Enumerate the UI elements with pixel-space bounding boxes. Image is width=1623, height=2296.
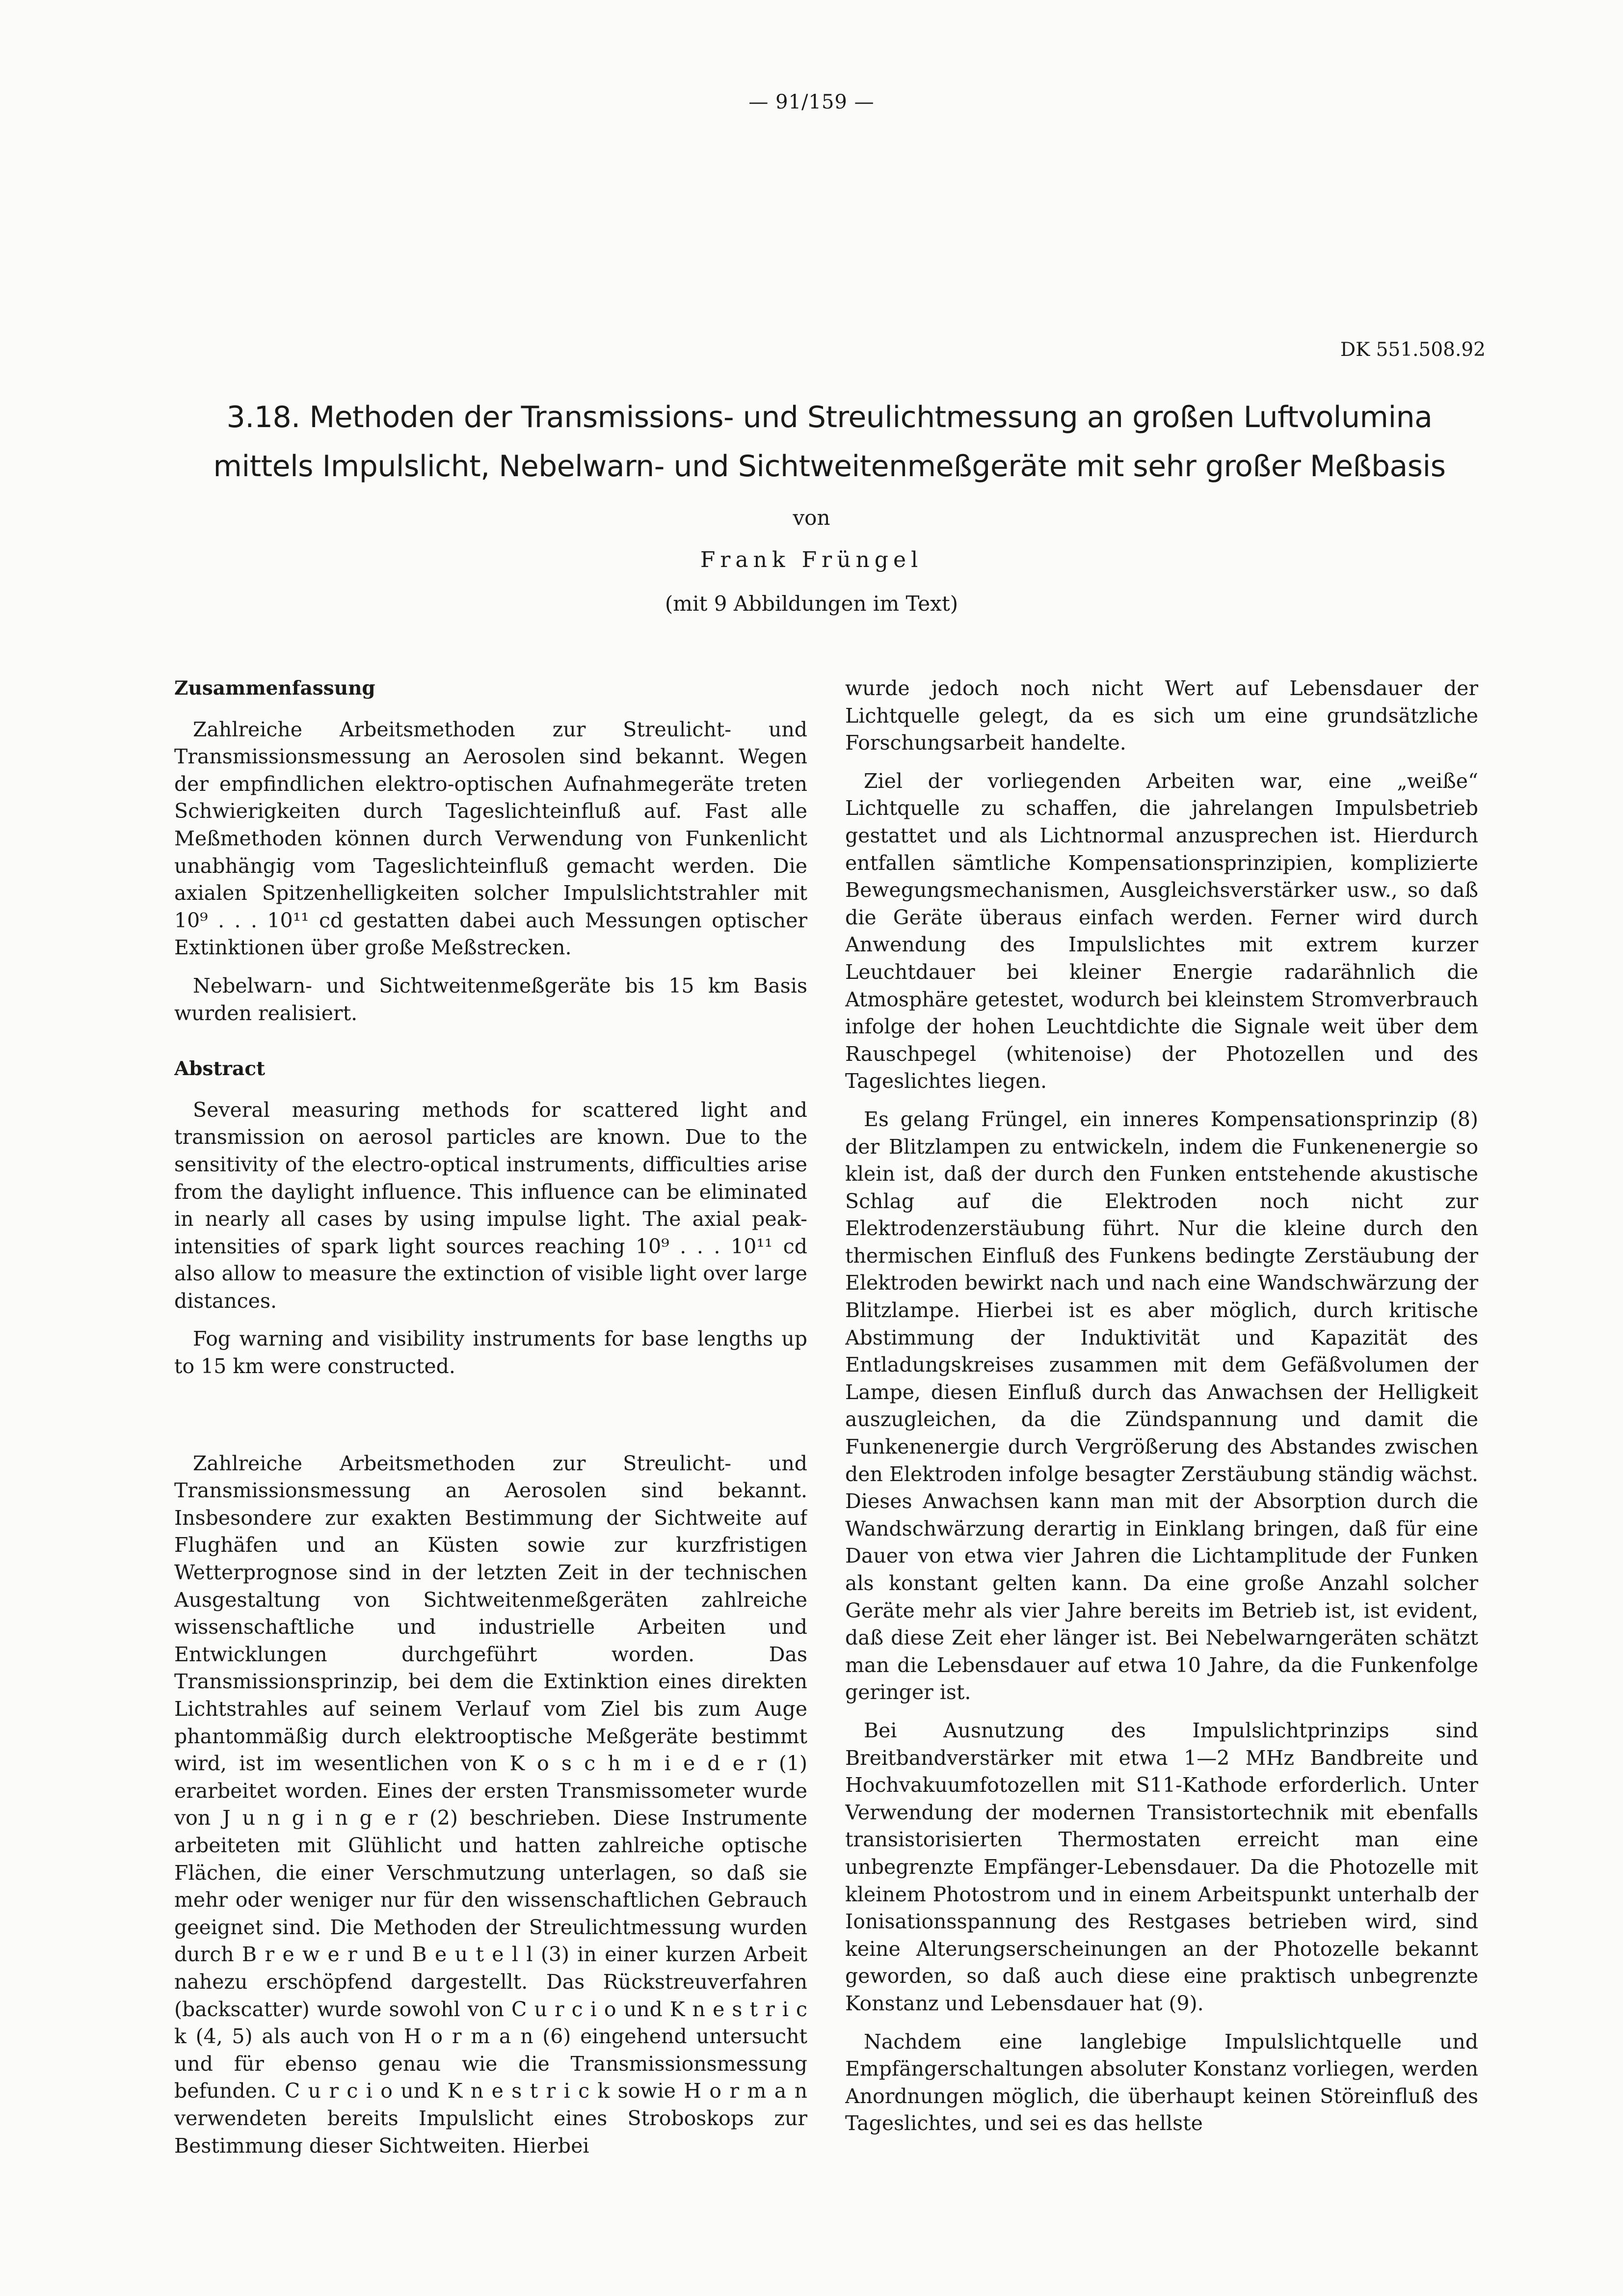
left-column [174,675,807,2270]
spacer [174,1391,807,1450]
abstract-heading: Abstract [174,1057,266,1080]
title-line-2: mittels Impulslicht, Nebelwarn- und Sichtweitenmeßgeräte mit sehr großer Meßbasis [213,449,1446,484]
title-line-1: 3.18. Methoden der Transmissions- und Streulichtmessung an großen Luftvolumina [226,400,1433,434]
summary-paragraph: Zahlreiche Arbeitsmethoden zur Streulicht- und Transmissionsmessung an Aerosolen sind bekannt. Wegen der empfindlichen elektro-optischen Aufnahmegeräte treten Schwierigkeiten durch Tageslichteinfluß auf. Fast alle Meßmethoden können durch Verwendung von Funkenlicht unabhängig vom Tageslichteinfluß gemacht werden. Die axialen Spitzenhelligkeiten solcher Impulslichtstrahler mit 10⁹ . . . 10¹¹ cd gestatten dabei auch Messungen optischer Extinktionen über große Meßstrecken. [174,717,807,960]
author-name: Frank Früngel [700,547,923,572]
classification-code: DK 551.508.92 [1340,339,1486,361]
summary-heading: Zusammenfassung [174,677,375,700]
spacer [174,1038,807,1055]
body-paragraph: Nachdem eine langlebige Impulslichtquelle und Empfängerschaltungen absoluter Konstanz vorliegen, werden Anordnungen möglich, die überhaupt keinen Störeinfluß des Tageslichtes, und sei es das hellste [845,2029,1478,2135]
abstract-paragraph: Fog warning and visibility instruments for base lengths up to 15 km were constructed. [174,1327,807,1378]
body-paragraph: wurde jedoch noch nicht Wert auf Lebensdauer der Lichtquelle gelegt, da es sich um eine grundsätzliche Forschungsarbeit handelte. [845,676,1478,755]
page-number: — 91/159 — [748,91,875,113]
body-paragraph: Es gelang Früngel, ein inneres Kompensationsprinzip (8) der Blitzlampen zu entwickeln, indem die Funkenenergie so klein ist, daß der durch den Funken entstehende akustische Schlag auf die Elektroden noch nicht zur Elektrodenzerstäubung führt. Nur die kleine durch den thermischen Einfluß des Funkens bedingte Zerstäubung der Elektroden bewirkt nach und nach eine Wandschwärzung der Blitzlampe. Hierbei ist es aber möglich, durch kritische Abstimmung der Induktivität und Kapazität des Entladungskreises zusammen mit dem Gefäßvolumen der Lampe, diesen Einfluß durch das Anwachsen der Helligkeit auszugleichen, da die Zündspannung und damit die Funkenenergie durch Vergrößerung des Abstandes zwischen den Elektroden infolge besagter Zerstäubung ständig wächst. Dieses Anwachsen kann man mit der Absorption durch die Wandschwärzung derartig in Einklang bringen, daß für eine Dauer von etwa vier Jahren die Lichtamplitude der Funken als konstant gelten kann. Da eine große Anzahl solcher Geräte mehr als vier Jahre bereits im Betrieb ist, ist evident, daß diese Zeit eher länger ist. Bei Nebelwarngeräten schätzt man die Lebensdauer auf etwa 10 Jahre, da die Funkenfolge geringer ist. [845,1107,1478,1704]
body-paragraph: Bei Ausnutzung des Impulslichtprinzips sind Breitbandverstärker mit etwa 1—2 MHz Bandbreite und Hochvakuumfotozellen mit S11-Kathode erforderlich. Unter Verwendung der modernen Transistortechnik mit ebenfalls transistorisierten Thermostaten erreicht man eine unbegrenzte Empfänger-Lebensdauer. Da die Photozelle mit kleinem Photostrom und in einem Arbeitspunkt unterhalb der Ionisationsspannung des Restgases betrieben wird, sind keine Alterungserscheinungen an der Photozelle bekannt geworden, so daß auch diese eine praktisch unbegrenzte Konstanz und Lebensdauer hat (9). [845,1718,1478,2015]
abstract-paragraph: Several measuring methods for scattered light and transmission on aerosol particles are known. Due to the sensitivity of the electro-optical instruments, difficulties arise from the daylight influence. This influence can be eliminated in nearly all cases by using impulse light. The axial peak-intensities of spark light sources reaching 10⁹ . . . 10¹¹ cd also allow to measure the extinction of visible light over large distances. [174,1098,807,1313]
illustrations-note: (mit 9 Abbildungen im Text) [665,592,958,616]
summary-paragraph: Nebelwarn- und Sichtweitenmeßgeräte bis 15 km Basis wurden realisiert. [174,973,807,1025]
byline-von: von [793,506,830,530]
article-title [177,393,1482,491]
body-paragraph: Ziel der vorliegenden Arbeiten war, eine „weiße“ Lichtquelle zu schaffen, die jahrelangen Impulsbetrieb gestattet und als Lichtnormal anzusprechen ist. Hierdurch entfallen sämtliche Kompensationsprinzipien, komplizierte Bewegungsmechanismen, Ausgleichsverstärker usw., so daß die Geräte überaus einfach werden. Ferner wird durch Anwendung des Impulslichtes mit extrem kurzer Leuchtdauer bei kleiner Energie radarähnlich die Atmosphäre getestet, wodurch bei kleinstem Stromverbrauch infolge der hohen Leuchtdichte die Signale weit über dem Rauschpegel (whitenoise) der Photozellen und des Tageslichtes liegen. [845,769,1478,1093]
body-paragraph: Zahlreiche Arbeitsmethoden zur Streulicht- und Transmissionsmessung an Aerosolen sind bekannt. Insbesondere zur exakten Bestimmung der Sichtweite auf Flughäfen und an Küsten sowie zur kurzfristigen Wetterprognose sind in der letzten Zeit in der technischen Ausgestaltung von Sichtweitenmeßgeräten zahlreiche wissenschaftliche und industrielle Arbeiten und Entwicklungen durchgeführt worden. Das Transmissionsprinzip, bei dem die Extinktion eines direkten Lichtstrahles auf seinem Verlauf vom Ziel bis zum Auge phantommäßig durch elektrooptische Meßgeräte bestimmt wird, ist im wesentlichen von K o s c h m i e d e r (1) erarbeitet worden. Eines der ersten Transmissometer wurde von J u n g i n g e r (2) beschrieben. Diese Instrumente arbeiteten mit Glühlicht und hatten zahlreiche optische Flächen, die einer Verschmutzung unterlagen, so daß sie mehr oder weniger nur für den wissenschaftlichen Gebrauch geeignet sind. Die Methoden der Streulichtmessung wurden durch B r e w e r und B e u t e l l (3) in einer kurzen Arbeit nahezu erschöpfend dargestellt. Das Rückstreuverfahren (backscatter) wurde sowohl von C u r c i o und K n e s t r i c k (4, 5) als auch von H o r m a n (6) eingehend untersucht und für ebenso genau wie die Transmissionsmessung befunden. C u r c i o und K n e s t r i c k sowie H o r m a n verwendeten bereits Impulslicht eines Stroboskops zur Bestimmung dieser Sichtweiten. Hierbei [174,1451,807,2158]
right-column [845,675,1478,2270]
